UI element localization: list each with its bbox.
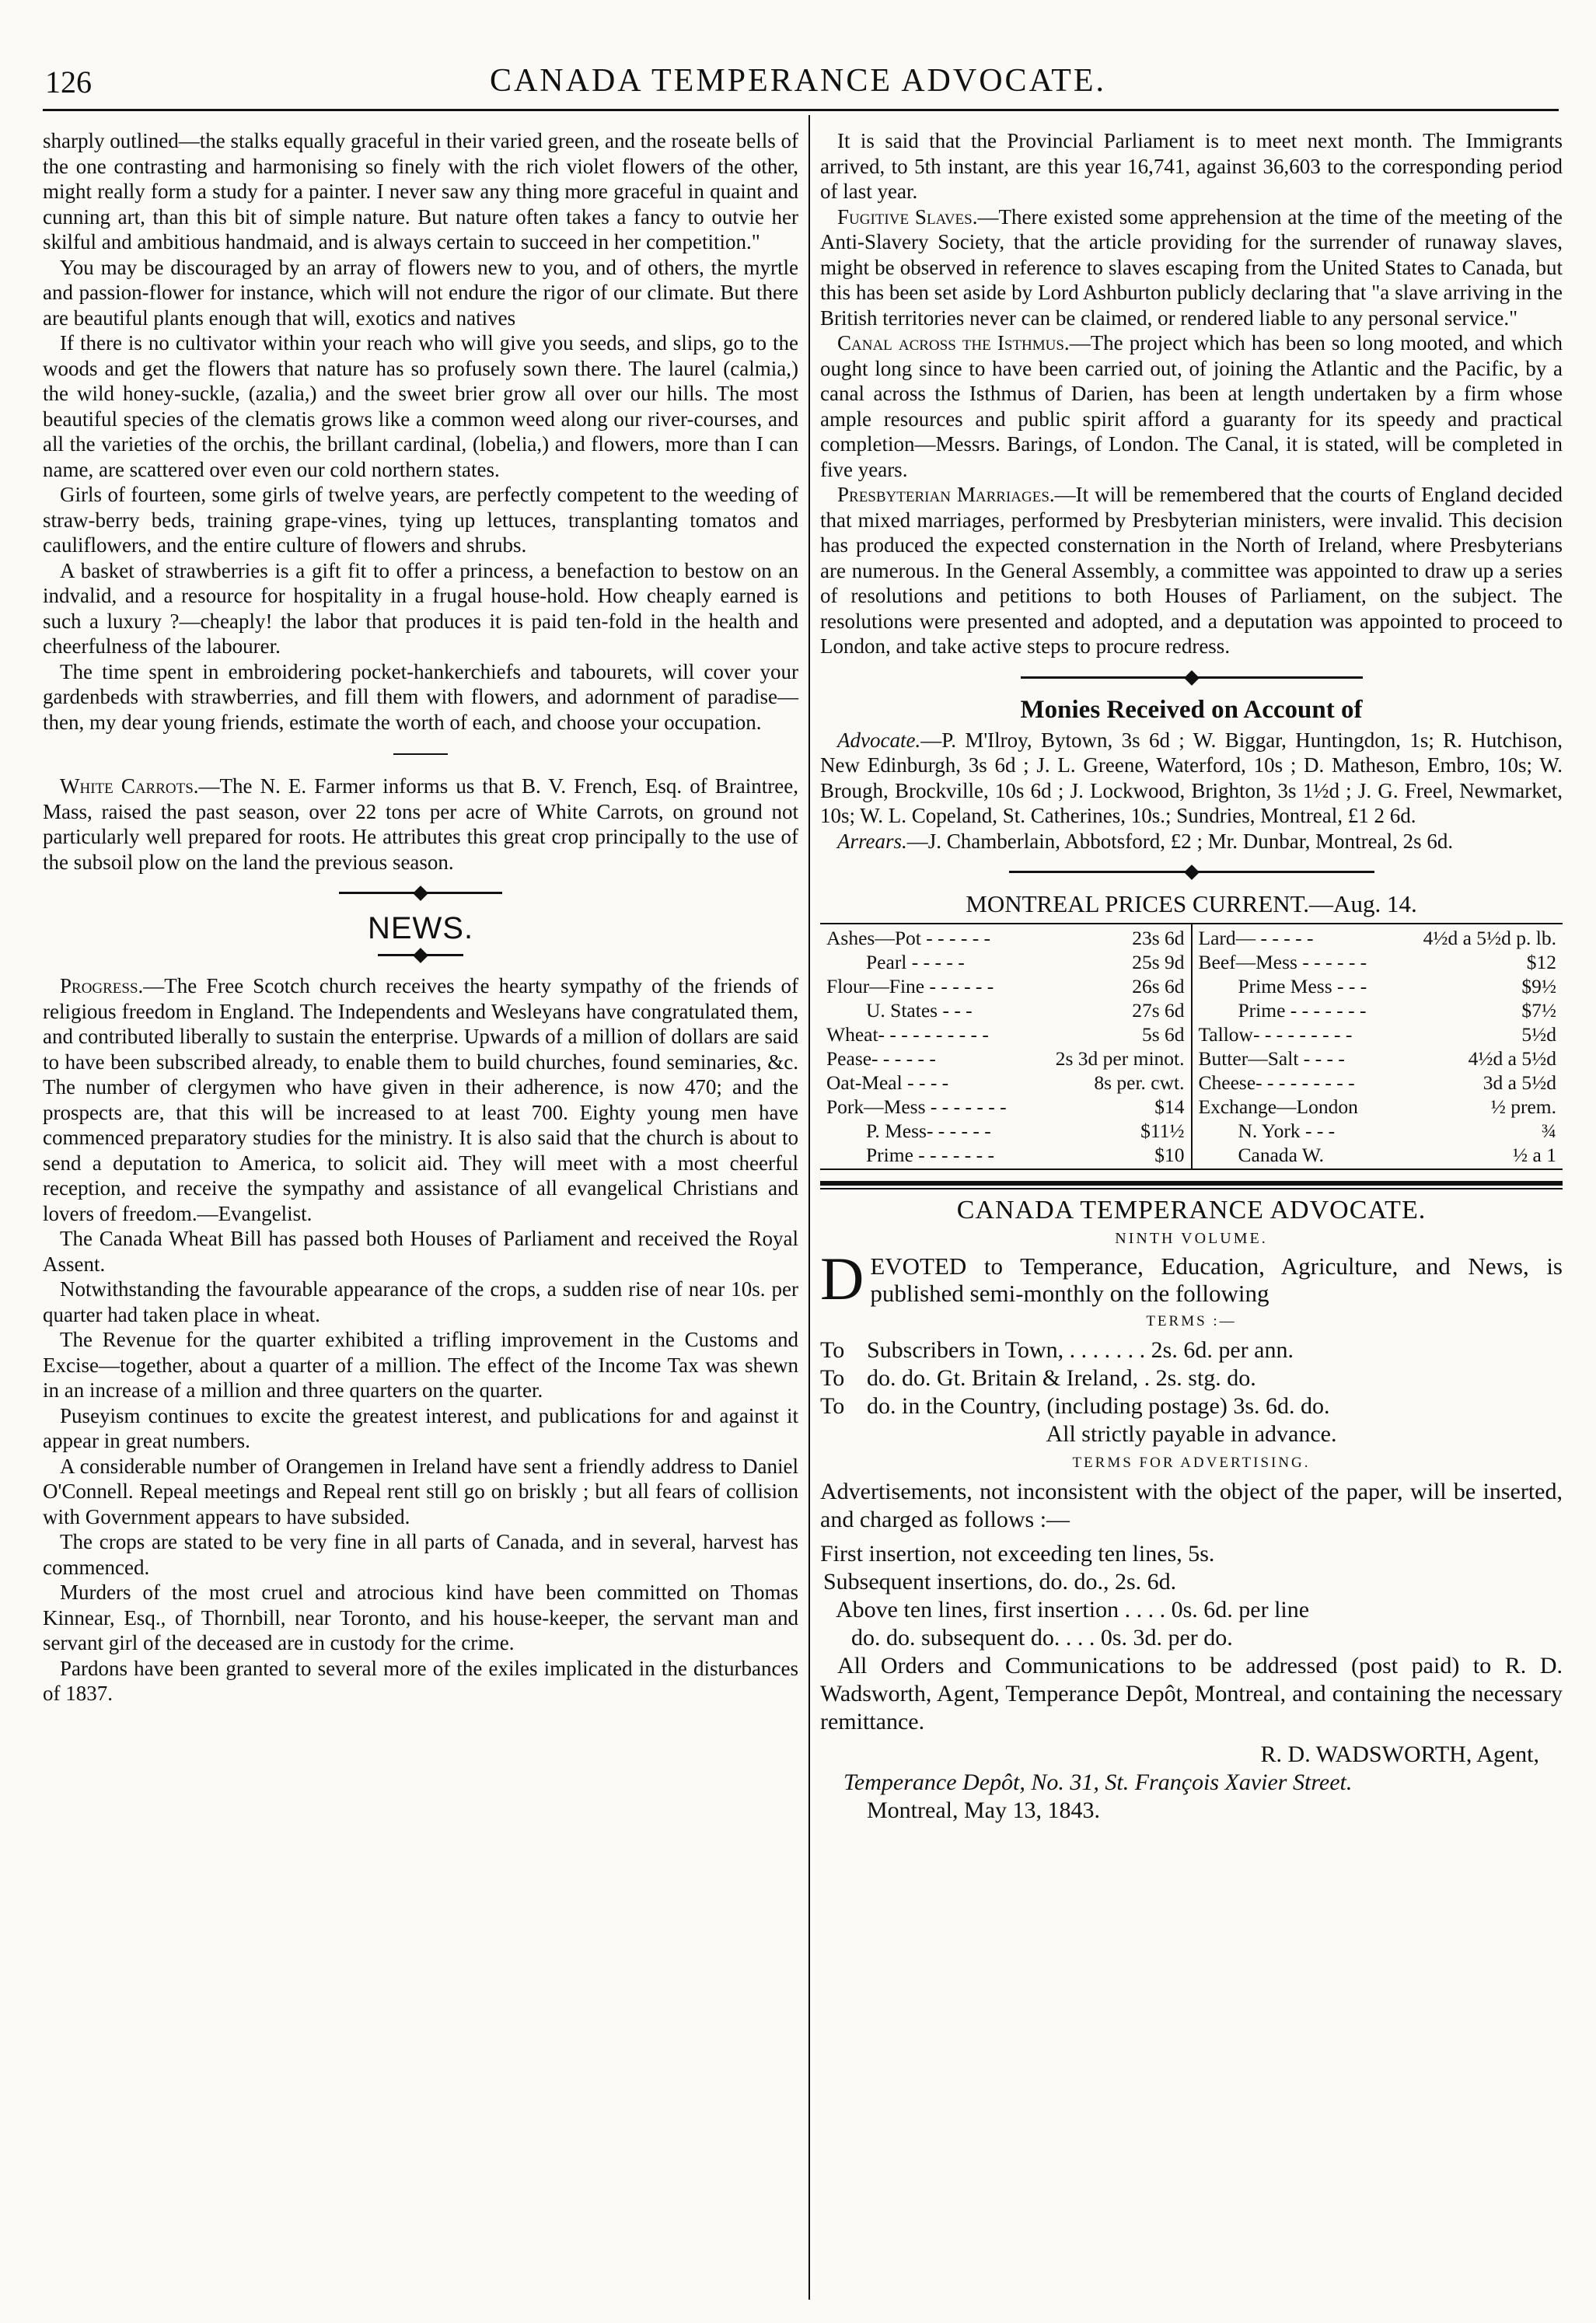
monies-advocate	[820, 728, 1563, 829]
news-item: Murders of the most cruel and atrocious kind have been committed on Thomas Kinnear, Esq., of Thornbill, near Toronto, and his house-keeper, the servant man and servant girl of the deceased are in custody for the crime.	[43, 1581, 798, 1654]
price-row	[1199, 926, 1557, 950]
running-title: CANADA TEMPERANCE ADVOCATE.	[489, 63, 1107, 99]
prices-column-left	[820, 924, 1191, 1168]
terms-row	[820, 1336, 1563, 1364]
article-paragraph: You may be discouraged by an array of flowers new to you, and of others, the myrtle and passion-flower for instance, which will not endure the rigor of our climate. But there are beautiful plants enough that will, exotics and natives	[43, 255, 798, 330]
white-carrots-item	[43, 774, 798, 875]
price-row	[1199, 950, 1557, 974]
terms-prefix: To	[820, 1337, 845, 1363]
signature-address: Temperance Depôt, No. 31, St. François Xavier Street.	[843, 1769, 1353, 1795]
canal-item	[820, 330, 1563, 482]
signature-date: Montreal, May 13, 1843.	[867, 1797, 1100, 1823]
price-row	[826, 1095, 1185, 1119]
price-label: Cheese- - - - - - - - -	[1198, 1071, 1355, 1094]
prices-column-right	[1191, 924, 1563, 1168]
price-value: ½ a 1	[1513, 1144, 1556, 1166]
price-row	[826, 1143, 1185, 1167]
price-value: $7½	[1521, 999, 1556, 1022]
prices-table	[820, 923, 1563, 1170]
price-row	[826, 1046, 1185, 1071]
item-lead: Fugitive Slaves.	[837, 204, 978, 229]
item-lead: White Carrots.	[60, 774, 199, 798]
news-item: The Revenue for the quarter exhibited a trifling improvement in the Customs and Excise—together, about a quarter of a million. The effect of the Income Tax was shewn in an increase of a million and three quarters on the quarter.	[43, 1328, 798, 1402]
price-row	[1199, 1095, 1557, 1119]
price-row	[1199, 1119, 1557, 1143]
price-label: Pork—Mess - - - - - - -	[826, 1095, 1007, 1118]
price-value: 4½d a 5½d	[1468, 1047, 1556, 1070]
price-label: Pearl - - - - -	[826, 951, 965, 973]
price-value: ¾	[1541, 1120, 1556, 1142]
price-value: 3d a 5½d	[1482, 1071, 1556, 1094]
price-row	[1199, 974, 1557, 998]
news-item: A considerable number of Orangemen in Ireland have sent a friendly address to Daniel O'Connell. Repeal meetings and Repeal rent still go on briskly ; but all fears of collision with Government appears to have subsided.	[43, 1454, 798, 1528]
news-item: Pardons have been granted to several more of the exiles implicated in the disturbances of 1837.	[43, 1656, 798, 1705]
ornamental-rule	[339, 892, 502, 894]
news-item	[820, 128, 1563, 204]
price-label: Lard— - - - - -	[1198, 927, 1314, 949]
price-value: 27s 6d	[1132, 999, 1185, 1022]
payable-note: All strictly payable in advance.	[1046, 1421, 1337, 1447]
rate-line: Subsequent insertions, do. do., 2s. 6d.	[823, 1569, 1177, 1595]
article-paragraph: sharply outlined—the stalks equally graceful in their varied green, and the roseate bells of the one contrasting and harmonising so finely with the rich violet flowers of the other, might really form a study for a painter. I never saw any thing more graceful in quaint and cunning art, than this bit of simple nature. But nature often takes a fancy to outvie her skilful and ambitious handmaid, and is always certain to succeed in her competition."	[43, 129, 798, 253]
price-row	[826, 1022, 1185, 1046]
orders-note: All Orders and Communications to be addressed (post paid) to R. D. Wadsworth, Agent, Temperance Depôt, Montreal, and containing the necessary remittance.	[820, 1653, 1563, 1734]
price-label: Tallow- - - - - - - - -	[1198, 1023, 1353, 1046]
advertising-terms-heading: TERMS FOR ADVERTISING.	[1072, 1455, 1311, 1471]
price-value: ½ prem.	[1490, 1095, 1556, 1118]
price-label: Butter—Salt - - - -	[1198, 1047, 1345, 1070]
terms-row	[820, 1364, 1563, 1392]
advertising-intro: Advertisements, not inconsistent with the object of the paper, will be inserted, and charged as follows :—	[820, 1479, 1563, 1532]
advert-intro-block	[820, 1245, 1563, 1312]
item-lead: Arrears.	[837, 829, 907, 853]
item-text: —There existed some apprehension at the time of the meeting of the Anti-Slavery Society, that the article providing for the surrender of runaway slaves, might be observed in reference to slaves escaping from the United States to Canada, but this has been set aside by Lord Ashburton publicly declaring that "a slave arriving in the British territories never can be claimed, or rendered liable to any personal service."	[820, 204, 1563, 330]
item-lead: Progress.	[60, 974, 144, 997]
price-label: Prime - - - - - - -	[826, 1144, 994, 1166]
item-text: —It will be remembered that the courts of England decided that mixed marriages, performed by Presbyterian ministers, were invalid. This decision has produced the expected consternation in the North of Ireland, where Presbyterians are numerous. In the General Assembly, a committee was appointed to draw up a series of resolutions and petitions to both Houses of Parliament, on the subject. The resolutions were presented and adopted, and a deputation was appointed to proceed to London, and take active steps to procure redress.	[820, 483, 1563, 658]
terms-prefix: To	[820, 1365, 845, 1391]
item-text: —The Free Scotch church receives the hearty sympathy of the friends of religious freedom in England. The Independents and Wesleyans have congratulated them, and contributed liberally to sustain the enterprise. Upwards of a million of dollars are said to have been subscribed already, to enable them to build churches, found seminaries, &c. The number of clergymen who have given in their adherence, is now 470; and the prospects are, that this will be increased to at least 700. Eighty young men have commenced preparatory studies for the ministry. It is also said that the church is about to send a deputation to America, to solicit aid. They will meet with a most cheerful reception, and receive the sympathy and assistance of all evangelical Christians and lovers of freedom.—Evangelist.	[43, 974, 798, 1225]
price-label: Flour—Fine - - - - - -	[826, 975, 994, 997]
price-value: 5s 6d	[1141, 1023, 1185, 1046]
price-value: 8s per. cwt.	[1094, 1071, 1185, 1094]
price-value: 25s 9d	[1132, 951, 1185, 973]
price-row	[1199, 1071, 1557, 1095]
price-label: Canada W.	[1198, 1144, 1324, 1166]
monies-arrears	[820, 829, 1563, 854]
advert-volume: NINTH VOLUME.	[1115, 1230, 1268, 1247]
terms-list	[820, 1336, 1563, 1448]
article-paragraph: A basket of strawberries is a gift fit to offer a princess, a benefaction to bestow on an indvalid, and a resource for hospitality in a frugal house-hold. How cheaply earned is such a luxury ?—cheaply! the labor that produces it is paid ten-fold in the health and cheerfulness of the labourer.	[43, 558, 798, 658]
price-label: Ashes—Pot - - - - - -	[826, 927, 991, 949]
rates-list	[820, 1540, 1563, 1652]
terms-text: do. do. Gt. Britain & Ireland, . 2s. stg. do.	[867, 1365, 1256, 1391]
price-label: N. York - - -	[1198, 1120, 1336, 1142]
price-label: Prime - - - - - - -	[1198, 999, 1367, 1022]
price-label: Wheat- - - - - - - - - -	[826, 1023, 989, 1046]
rate-line: Above ten lines, first insertion . . . . 0s. 6d. per line	[836, 1597, 1310, 1623]
header-rule	[43, 109, 1559, 111]
price-label: U. States - - -	[826, 999, 973, 1022]
price-value: $12	[1526, 951, 1556, 973]
terms-text: do. in the Country, (including postage) 3s. 6d. do.	[867, 1393, 1330, 1419]
article-paragraph: The time spent in embroidering pocket-hankerchiefs and tabourets, will cover your gardenbeds with strawberries, and fill them with flowers, and adornment of paradise—then, my dear young friends, estimate the worth of each, and choose your occupation.	[43, 659, 798, 734]
price-row	[826, 998, 1185, 1022]
price-row	[826, 1119, 1185, 1143]
item-lead: Advocate.	[837, 728, 921, 752]
price-value: 2s 3d per minot.	[1055, 1047, 1185, 1070]
price-label: Exchange—London	[1198, 1095, 1358, 1118]
double-rule-thin	[820, 1188, 1563, 1189]
price-label: Prime Mess - - -	[1198, 975, 1367, 997]
price-row	[1199, 1022, 1557, 1046]
advert-intro: EVOTED to Temperance, Education, Agriculture, and News, is published semi-monthly on the following	[870, 1252, 1563, 1307]
rate-line: do. do. subsequent do. . . . 0s. 3d. per do.	[851, 1625, 1233, 1651]
price-value: 5½d	[1521, 1023, 1556, 1046]
article-paragraph: If there is no cultivator within your reach who will give you seeds, and slips, go to the woods and get the flowers that nature has so profusely sown there. The laurel (calmia,) the wild honey-suckle, (azalia,) and the sweet brier grow all over our hills. The most beautiful species of the clematis grows like a common weed along our river-courses, and all the varieties of the orchis, the brillant cardinal, (lobelia,) and flowers, more than I can name, are scattered over even our cold northern states.	[43, 331, 798, 481]
left-column	[43, 128, 798, 1706]
price-value: $14	[1154, 1095, 1185, 1118]
item-lead: Canal across the Isthmus.	[837, 331, 1070, 355]
progress-item	[43, 973, 798, 1226]
news-heading: NEWS.	[367, 911, 474, 945]
price-value: $10	[1154, 1144, 1185, 1166]
terms-text: Subscribers in Town, . . . . . . . 2s. 6d. per ann.	[867, 1337, 1294, 1363]
price-value: 26s 6d	[1132, 975, 1185, 997]
right-column	[820, 128, 1563, 1825]
prices-current-heading: MONTREAL PRICES CURRENT.—Aug. 14.	[966, 890, 1417, 917]
column-divider	[808, 115, 810, 2300]
item-text: —The N. E. Farmer informs us that B. V. French, Esq. of Braintree, Mass, raised the past season, over 22 tons per acre of White Carrots, on ground not particularly well prepared for roots. He attributes this great crop principally to the use of the subsoil plow on the land the previous season.	[43, 774, 799, 874]
drop-cap: D	[820, 1245, 864, 1312]
fugitive-slaves-item	[820, 204, 1563, 331]
rate-line: First insertion, not exceeding ten lines, 5s.	[820, 1541, 1215, 1567]
price-value: $11½	[1140, 1120, 1185, 1142]
price-value: $9½	[1521, 975, 1556, 997]
price-row	[1199, 1046, 1557, 1071]
news-item: The Canada Wheat Bill has passed both Houses of Parliament and received the Royal Assent.	[43, 1227, 798, 1276]
terms-row	[820, 1392, 1563, 1420]
signature-name: R. D. WADSWORTH, Agent,	[1260, 1741, 1539, 1767]
price-row	[826, 974, 1185, 998]
price-row	[1199, 998, 1557, 1022]
page-number: 126	[45, 65, 92, 100]
news-item: Puseyism continues to excite the greatest interest, and publications for and against it appear in great numbers.	[43, 1403, 798, 1452]
item-text: —P. M'Ilroy, Bytown, 3s 6d ; W. Biggar, Huntingdon, 1s; R. Hutchison, New Edinburgh, 3s 6d ; J. L. Greene, Waterford, 10s ; D. Matheson, Embro, 10s; W. Brough, Brockville, 10s 6d ; J. Lockwood, Brighton, 3s 1½d ; J. G. Freel, Newmarket, 10s; W. L. Copeland, St. Catherines, 10s.; Sundries, Montreal, £1 2 6d.	[820, 728, 1563, 827]
news-item: The crops are stated to be very fine in all parts of Canada, and in several, harvest has commenced.	[43, 1530, 798, 1579]
price-value: 4½d a 5½d p. lb.	[1423, 927, 1556, 949]
double-rule-thick	[820, 1181, 1563, 1186]
price-label: Oat-Meal - - - -	[826, 1071, 949, 1094]
terms-heading: TERMS :—	[1146, 1313, 1237, 1329]
price-row	[826, 950, 1185, 974]
item-text: —The project which has been so long mooted, and which ought long since to have been carried out, of joining the Atlantic and the Pacific, by a canal across the Isthmus of Darien, has been at length undertaken by a firm whose ample resources and public spirit afford a guaranty for its speedy and practical completion—Messrs. Barings, of London. The Canal, it is stated, will be completed in five years.	[820, 331, 1563, 481]
price-label: Beef—Mess - - - - - -	[1198, 951, 1367, 973]
price-value: 23s 6d	[1132, 927, 1185, 949]
advert-title: CANADA TEMPERANCE ADVOCATE.	[956, 1196, 1427, 1224]
price-row	[826, 926, 1185, 950]
ornamental-rule	[378, 954, 463, 956]
article-paragraph: Girls of fourteen, some girls of twelve years, are perfectly competent to the weeding of straw-berry beds, training grape-vines, tying up lettuces, transplanting tomatos and cauliflowers, and the entire culture of flowers and shrubs.	[43, 483, 798, 557]
ornamental-rule	[1021, 676, 1363, 679]
short-rule	[393, 753, 448, 755]
presbyterian-marriages-item	[820, 482, 1563, 659]
price-label: Pease- - - - - -	[826, 1047, 936, 1070]
price-row	[1199, 1143, 1557, 1167]
price-label: P. Mess- - - - - -	[826, 1120, 991, 1142]
item-text: —J. Chamberlain, Abbotsford, £2 ; Mr. Dunbar, Montreal, 2s 6d.	[906, 829, 1454, 853]
monies-heading: Monies Received on Account of	[1020, 695, 1363, 724]
item-lead: Presbyterian Marriages.	[837, 483, 1055, 506]
news-item: Notwithstanding the favourable appearance of the crops, a sudden rise of near 10s. per quarter had taken place in wheat.	[43, 1277, 798, 1326]
item-text: It is said that the Provincial Parliament is to meet next month. The Immigrants arrived, to 5th instant, are this year 16,741, against 36,603 to the corresponding period of last year.	[820, 129, 1563, 203]
ornamental-rule	[1009, 871, 1374, 873]
price-row	[826, 1071, 1185, 1095]
terms-prefix: To	[820, 1393, 845, 1419]
